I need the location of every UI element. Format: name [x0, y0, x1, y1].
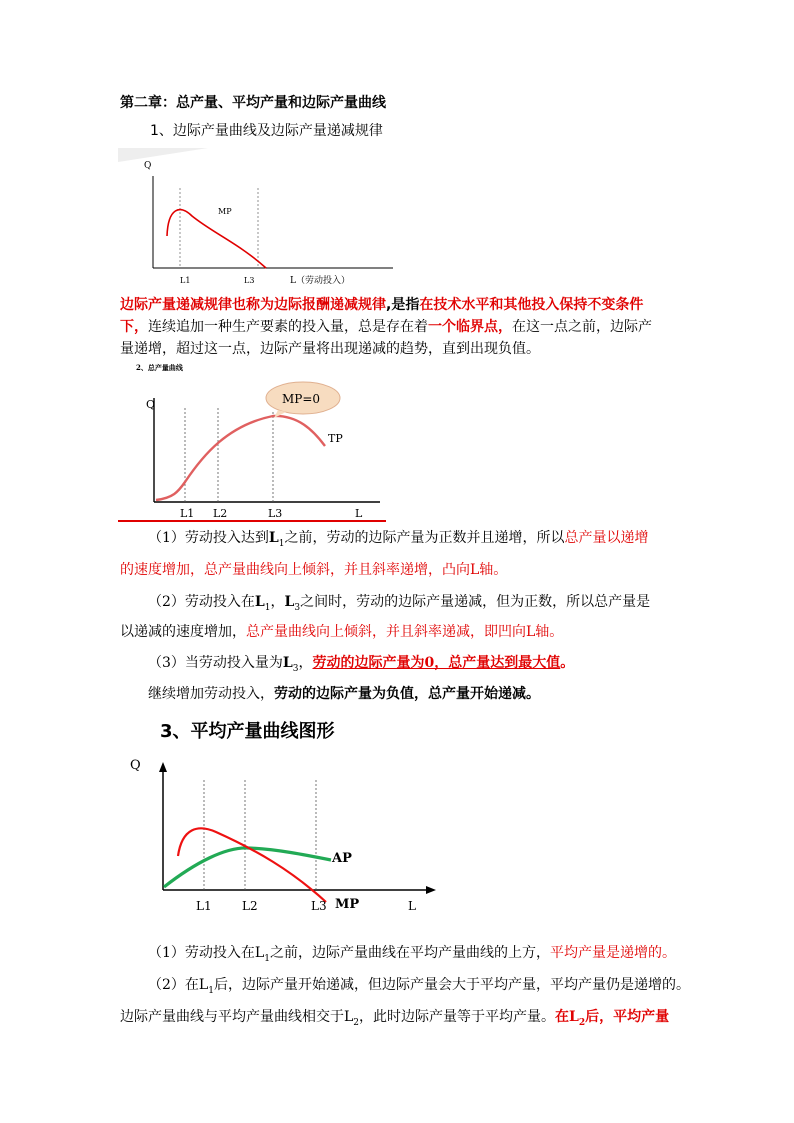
fig1-q-label: Q [144, 161, 152, 171]
law-line-3: 量递增，超过这一点，边际产量将出现递减的趋势，直到出现负值。 [120, 341, 540, 357]
p6-text-b: 后，边际产量开始递减，但边际产量会大于平均产量，平均产量仍是递增的。 [213, 977, 690, 993]
p7-text-red-a: 在L [555, 1009, 579, 1025]
mp-curve-fig3 [178, 828, 326, 902]
bubble-label: MP=0 [282, 392, 321, 406]
fig1-mp-label: MP [218, 207, 232, 216]
fig1-l3-label: L3 [244, 276, 255, 285]
p6-text-a: （2）在L [148, 977, 209, 993]
fig1-l1-label: L1 [180, 276, 191, 285]
para-6 [148, 974, 690, 1002]
law-line-2 [120, 316, 652, 338]
p3-text-a: （3）当劳动投入量为 [148, 655, 283, 671]
p1-text-b: 之前，劳动的边际产量为正数并且递增，所以 [284, 530, 565, 546]
law-text-1: 连续追加一种生产要素的投入量，总是存在着 [148, 319, 428, 335]
fig2-l1-label: L1 [180, 507, 195, 520]
fig3-l-label: L [408, 899, 416, 913]
para-1-line-2: 的速度增加，总产量曲线向上倾斜，并且斜率递增，凸向L轴。 [120, 562, 508, 578]
para-7 [120, 1006, 669, 1034]
p6-sub: 1 [208, 985, 214, 996]
law-term: 边际产量递减规律也称为边际报酬递减规律 [120, 297, 386, 313]
p2-sub3: 3 [294, 602, 301, 613]
fig2-tp-label: TP [328, 432, 343, 445]
fig3-mp-label: MP [335, 897, 360, 912]
p2-text-b: 之间时，劳动的边际产量递减，但为正数，所以总产量是 [300, 594, 651, 610]
fig3-l-arrow [426, 886, 436, 894]
tp-curve-figure [118, 360, 418, 528]
p5-text-red: 平均产量是递增的。 [549, 945, 676, 961]
section1-title: 1、边际产量曲线及边际产量递减规律 [150, 123, 383, 139]
fig3-l3-label: L3 [311, 899, 327, 913]
p3-dot: 。 [560, 655, 575, 671]
law-condition: 在技术水平和其他投入保持不变条件 [419, 297, 644, 313]
fig2-l2-label: L2 [213, 507, 228, 520]
p5-text-a: （1）劳动投入在L [148, 945, 265, 961]
fig2-l3-label: L3 [268, 507, 283, 520]
p2-sub1: 1 [264, 602, 271, 613]
p1-sub: 1 [278, 538, 285, 549]
p2-text-red: 总产量曲线向上倾斜，并且斜率递减，即凹向L轴。 [246, 624, 564, 640]
fig3-ap-label: AP [332, 851, 352, 866]
p1-text-a: （1）劳动投入达到 [148, 530, 269, 546]
p1-l: L [268, 530, 279, 546]
p1-text-red: 总产量以递增 [564, 530, 649, 546]
law-condition-end: 下， [120, 319, 148, 335]
p4-text-a: 继续增加劳动投入， [148, 686, 274, 702]
p2-text-c: 以递减的速度增加， [120, 624, 246, 640]
p5-sub: 1 [264, 953, 270, 964]
p7-text-a: 边际产量曲线与平均产量曲线相交于L [120, 1009, 354, 1025]
p3-comma: ， [298, 655, 313, 671]
fig1-l-axis-label: L（劳动投入） [290, 276, 350, 286]
p7-sub: 2 [353, 1017, 360, 1028]
section3-title: 3、平均产量曲线图形 [160, 721, 335, 742]
p2-comma: ， [270, 594, 285, 610]
ap-curve [164, 848, 331, 887]
p2-text-a: （2）劳动投入在 [148, 594, 255, 610]
p3-l: L [282, 655, 293, 671]
figure-corner-shade [118, 148, 208, 162]
law-line-1 [120, 294, 643, 316]
p5-text-b: 之前，边际产量曲线在平均产量曲线的上方， [269, 945, 550, 961]
p7-text-b: ，此时边际产量等于平均产量。 [359, 1009, 556, 1025]
para-4 [148, 683, 540, 705]
fig2-l-label: L [355, 507, 363, 520]
para-2-line-2 [120, 621, 563, 643]
p2-l3: L [284, 594, 295, 610]
fig2-caption: 2、总产量曲线 [136, 363, 183, 372]
mp-curve-figure [118, 148, 398, 293]
red-rule [118, 520, 386, 522]
para-2-line-1 [148, 591, 650, 619]
chapter-title: 第二章：总产量、平均产量和边际产量曲线 [120, 95, 386, 111]
p2-l1: L [254, 594, 265, 610]
para-1-line-1 [148, 527, 649, 555]
fig3-l2-label: L2 [242, 899, 258, 913]
mp-curve [167, 210, 266, 268]
law-critical-point: 一个临界点， [428, 319, 512, 335]
law-text-2: 在这一点之前，边际产 [512, 319, 652, 335]
para-5 [148, 942, 676, 970]
tp-curve [156, 416, 325, 500]
fig2-q-label: Q [146, 398, 156, 411]
p3-text-red: 劳动的边际产量为0，总产量达到最大值 [312, 655, 561, 671]
fig3-l1-label: L1 [196, 899, 212, 913]
fig3-q-arrow [159, 762, 167, 772]
p4-text-b: 劳动的边际产量为负值，总产量开始递减。 [274, 686, 540, 702]
p3-sub: 3 [292, 663, 299, 674]
p7-sub2: 2 [578, 1017, 586, 1028]
para-3 [148, 652, 574, 680]
fig3-q-label: Q [130, 758, 141, 773]
p7-text-red-b: 后，平均产量 [585, 1009, 670, 1025]
law-connector: ,是指 [386, 297, 420, 313]
ap-mp-figure [126, 752, 446, 922]
